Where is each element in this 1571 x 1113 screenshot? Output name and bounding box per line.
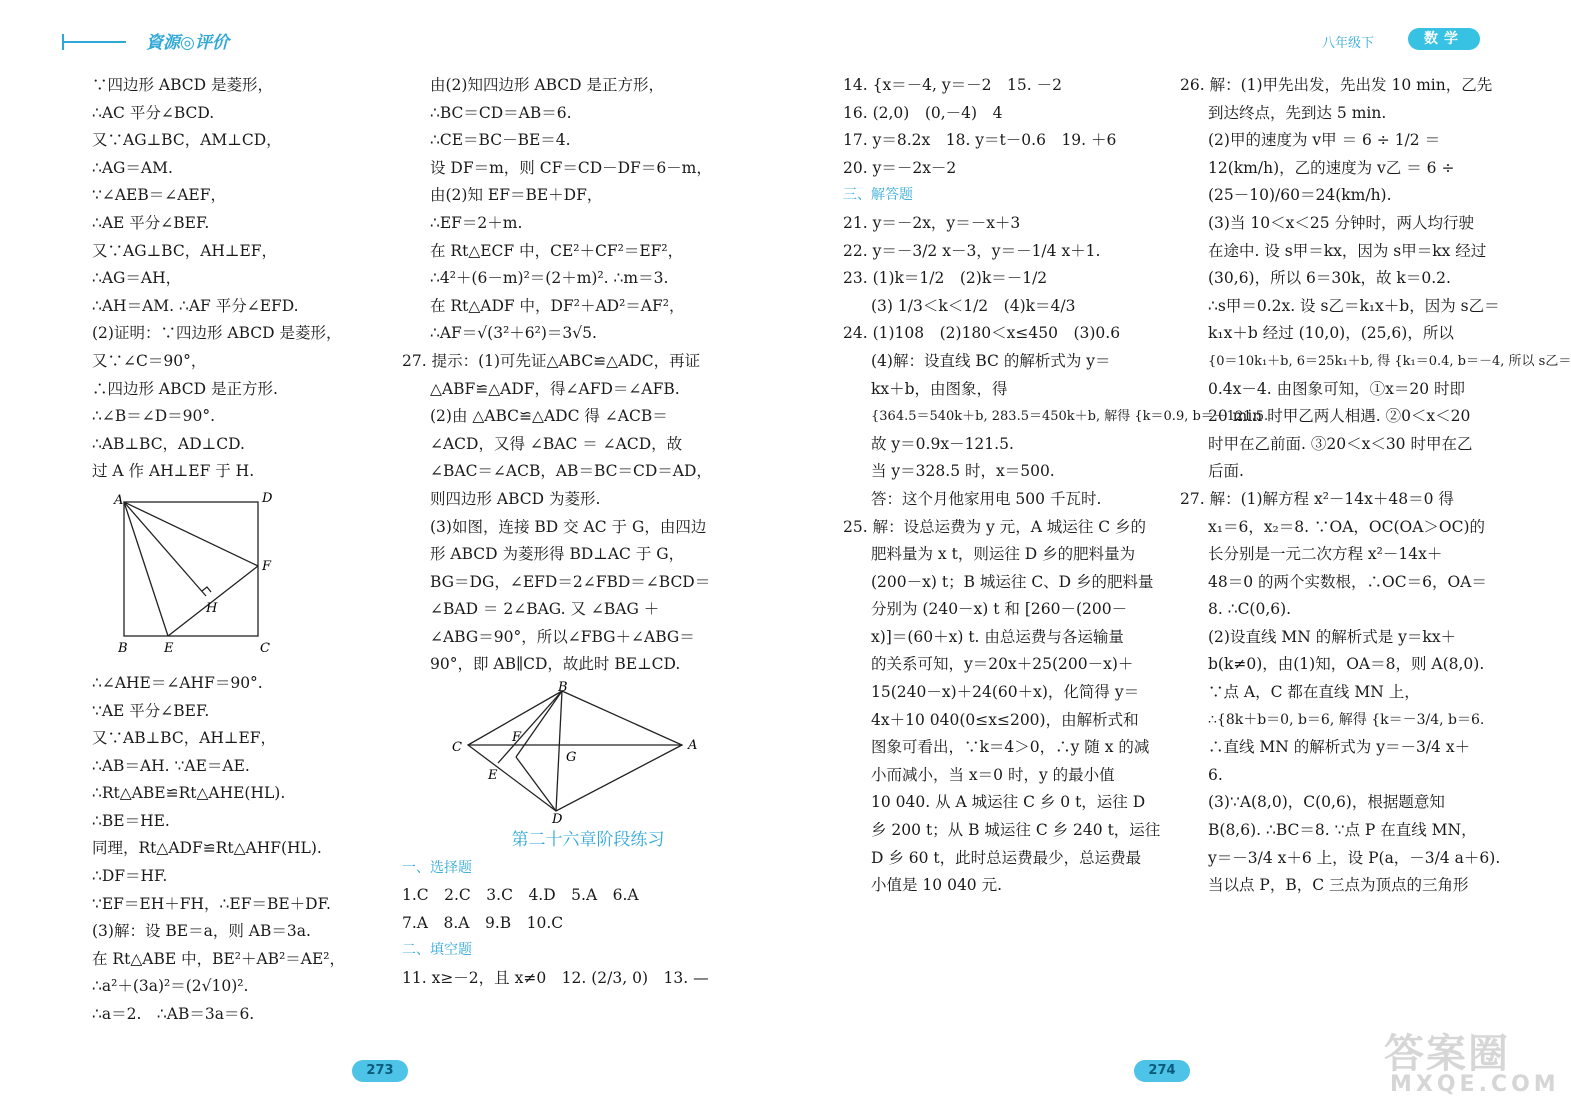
text-line: (3)解：设 BE＝a，则 AB＝3a. [92,922,311,941]
label-g: G [566,750,577,766]
label-b: B [558,680,568,696]
text-line: ∴DF＝HF. [92,867,168,886]
text-line: ∴a＝2. ∴AB＝3a＝6. [92,1005,255,1024]
text-line: ∴BE＝HE. [92,811,170,830]
section-heading: 一、选择题 [402,859,472,876]
answer-line: 16. (2,0) (0,－4) 4 [843,103,1003,122]
answer-line: ∴直线 MN 的解析式为 y＝－3/4 x＋ [1208,738,1471,757]
text-line: ∴EF＝2＋m. [430,213,523,232]
label-d: D [552,812,563,828]
answer-line: ∵点 A，C 都在直线 MN 上， [1208,683,1420,702]
answer-line: 4x＋10 040(0≤x≤200)，由解析式和 [871,710,1139,729]
answer-line: {0＝10k₁＋b, 6＝25k₁＋b, 得 {k₁＝0.4, b＝－4, 所以 s乙＝ [1208,353,1571,369]
text-line: 则四边形 ABCD 为菱形. [430,489,601,508]
answer-line: 长分别是一元二次方程 x²－14x＋ [1208,545,1443,564]
segment-bf [516,691,562,757]
text-line: ∴AG＝AM. [92,158,173,177]
text-line: ∠BAC＝∠ACB，AB＝BC＝CD＝AD， [430,462,712,481]
segment-be [498,691,562,763]
answer-line: 时甲在乙前面. ③20＜x＜30 时甲在乙 [1208,434,1473,453]
diagonal-bd [556,691,562,811]
answer-line: 1.C 2.C 3.C 4.D 5.A 6.A [402,886,639,905]
segment-af [124,502,258,566]
text-line: ∴AF＝√(3²＋6²)＝3√5. [430,324,597,343]
answer-line: 17. y＝8.2x 18. y＝t－0.6 19. ＋6 [843,131,1117,150]
square-figure [92,490,292,666]
watermark-url: MXQE.COM [1390,1072,1560,1097]
brand-title: 資源◎评价 [146,33,229,53]
text-line: 又∵AG⊥BC，AH⊥EF， [92,241,278,260]
answer-line: x)]＝(60＋x) t. 由总运费与各运输量 [871,627,1124,646]
segment-ae [124,502,168,636]
answer-line: 14. {x＝－4, y＝－2 15. －2 [843,76,1062,94]
answer-line: (3) 1/3＜k＜1/2 (4)k＝4/3 [871,296,1076,315]
answer-line: 故 y＝0.9x－121.5. [871,434,1014,453]
text-line: 由(2)知 EF＝BE＋DF， [430,186,603,205]
text-line: 90°，即 AB∥CD，故此时 BE⊥CD. [430,655,681,674]
answer-line: 27. 解：(1)解方程 x²－14x＋48＝0 得 [1180,489,1454,508]
answer-line: 肥料量为 x t，则运往 D 乡的肥料量为 [871,545,1136,564]
answer-line: 7.A 8.A 9.B 10.C [402,913,564,932]
answer-line: 11. x≥－2，且 x≠0 12. (2/3, 0) 13. — [402,969,709,988]
book-brand [62,30,302,54]
text-line: ∴4²＋(6－m)²＝(2＋m)². ∴m＝3. [430,269,669,288]
answer-line: (3)当 10＜x＜25 分钟时，两人均行驶 [1208,213,1474,232]
answer-line: 20. y＝－2x－2 [843,158,957,177]
column-4 [1180,72,1571,900]
text-line: (2)由 △ABC≌△ADC 得 ∠ACB＝ [430,407,668,426]
rhombus-figure [432,680,732,828]
answer-line: k₁x＋b 经过 (10,0)，(25,6)，所以 [1208,324,1454,343]
subject-badge: 数学 [1408,28,1480,50]
answer-line: 当以点 P，B，C 三点为顶点的三角形 [1208,876,1469,895]
page-number-left: 273 [352,1060,408,1082]
answer-line: (2)甲的速度为 v甲 ＝ 6 ÷ 1/2 ＝ [1208,131,1441,150]
label-b: B [118,640,128,656]
text-line: 27. 提示：(1)可先证△ABC≌△ADC，再证 [402,351,701,370]
text-line: ∴AB＝AH. ∵AE＝AE. [92,756,250,775]
answer-line: (25－10)/60＝24(km/h). [1208,186,1392,205]
text-line: ∴Rt△ABE≌Rt△AHE(HL). [92,784,286,803]
label-h: H [206,600,218,616]
answer-line: b(k≠0)，由(1)知，OA＝8，则 A(8,0). [1208,655,1485,674]
label-a: A [114,492,124,508]
text-line: 设 DF＝m，则 CF＝CD－DF＝6－m， [430,158,712,177]
answer-line: 22. y＝－3/2 x－3，y＝－1/4 x＋1. [843,241,1101,260]
text-line: ∴∠B＝∠D＝90°. [92,407,216,426]
text-line: ∴∠AHE＝∠AHF＝90°. [92,673,263,692]
label-f: F [262,558,272,574]
label-e: E [164,640,174,656]
text-line: ∴AH＝AM. ∴AF 平分∠EFD. [92,296,299,315]
text-line: ∴四边形 ABCD 是正方形. [92,379,278,398]
column-1 [92,72,392,1029]
text-line: 由(2)知四边形 ABCD 是正方形， [430,76,664,94]
text-line: 又∵AG⊥BC，AM⊥CD， [92,131,282,150]
answer-line: 在途中. 设 s甲＝kx，因为 s甲＝kx 经过 [1208,241,1487,260]
answer-line: (200－x) t；B 城运往 C、D 乡的肥料量 [871,572,1154,591]
answer-line: 图象可看出，∵k＝4＞0，∴y 随 x 的减 [871,738,1150,757]
text-line: ∠ACD，又得 ∠BAC ＝ ∠ACD，故 [430,434,683,453]
answer-line: y＝－3/4 x＋6 上，设 P(a，－3/4 a＋6). [1208,848,1501,867]
text-line: 又∵AB⊥BC，AH⊥EF， [92,729,277,748]
text-line: ∴AB⊥BC，AD⊥CD. [92,434,245,453]
text-line: ∴BC＝CD＝AB＝6. [430,103,572,122]
text-line: ∴AG＝AH， [92,269,182,288]
answer-line: 乡 200 t；从 B 城运往 C 乡 240 t，运往 [871,821,1161,840]
answer-line: ∴s甲＝0.2x. 设 s乙＝k₁x＋b，因为 s乙＝ [1208,296,1500,315]
answer-line: (4)解：设直线 BC 的解析式为 y＝ [871,351,1111,370]
answer-line: 小而减小，当 x＝0 时，y 的最小值 [871,765,1115,784]
answer-line: (2)设直线 MN 的解析式是 y＝kx＋ [1208,627,1457,646]
column-2 [402,72,714,993]
label-c: C [260,640,270,656]
answer-line: 8. ∴C(0,6). [1208,600,1292,619]
label-e: E [488,768,498,784]
text-line: △ABF≌△ADF，得∠AFD＝∠AFB. [430,379,680,398]
text-line: ∵∠AEB＝∠AEF， [92,186,226,205]
text-line: ∴AE 平分∠BEF. [92,213,210,232]
text-line: 过 A 作 AH⊥EF 于 H. [92,462,255,481]
text-line: (3)如图，连接 BD 交 AC 于 G，由四边 [430,517,707,536]
answer-line: 20 min 时甲乙两人相遇. ②0＜x＜20 [1208,407,1471,426]
label-f: F [512,730,522,746]
text-line: 在 Rt△ADF 中，DF²＋AD²＝AF²， [430,296,685,315]
answer-line: 后面. [1208,462,1244,481]
answer-line: x₁＝6，x₂＝8. ∵OA，OC(OA＞OC)的 [1208,517,1486,536]
text-line: ∴CE＝BC－BE＝4. [430,131,571,150]
text-line: ∴a²＋(3a)²＝(2√10)². [92,977,249,996]
answer-line: 答：这个月他家用电 500 千瓦时. [871,489,1102,508]
label-c: C [452,740,462,756]
answer-line: 15(240－x)＋24(60＋x)，化简得 y＝ [871,683,1140,702]
answer-line: D 乡 60 t，此时总运费最少，总运费最 [871,848,1142,867]
answer-line: 0.4x－4. 由图象可知，①x＝20 时即 [1208,379,1465,398]
answer-line: kx＋b，由图象，得 [871,379,1008,398]
answer-line: {364.5＝540k＋b, 283.5＝450k＋b, 解得 {k＝0.9, b＝－121.5. [871,409,1269,425]
text-line: 又∵∠C＝90°， [92,351,207,370]
text-line: ∠ABG＝90°，所以∠FBG＋∠ABG＝ [430,627,695,646]
text-line: ∴AC 平分∠BCD. [92,103,215,122]
text-line: (2)证明：∵四边形 ABCD 是菱形， [92,324,342,343]
answer-line: 分别为 (240－x) t 和 [260－(200－ [871,600,1128,619]
answer-line: 25. 解：设总运费为 y 元，A 城运往 C 乡的 [843,517,1147,536]
answer-line: 24. (1)108 (2)180＜x≤450 (3)0.6 [843,324,1121,343]
answer-line: 12(km/h)，乙的速度为 v乙 ＝ 6 ÷ [1208,158,1455,177]
answer-line: (3)∵A(8,0)，C(0,6)，根据题意知 [1208,793,1445,812]
answer-line: 的关系可知，y＝20x＋25(200－x)＋ [871,655,1134,674]
page-number-right: 274 [1134,1060,1190,1082]
text-line: 在 Rt△ABE 中，BE²＋AB²＝AE²， [92,949,346,968]
answer-line: (30,6)，所以 6＝30k，故 k＝0.2. [1208,269,1451,288]
answer-line: 当 y＝328.5 时，x＝500. [871,462,1055,481]
section-heading: 三、解答题 [843,187,913,204]
answer-line: B(8,6). ∴BC＝8. ∵点 P 在直线 MN， [1208,821,1477,840]
right-angle-mark [202,587,211,592]
answer-line: 10 040. 从 A 城运往 C 乡 0 t，运往 D [871,793,1146,812]
text-line: BG＝DG，∠EFD＝2∠FBD＝∠BCD＝ [430,572,711,591]
answer-line: 6. [1208,765,1223,784]
text-line: ∠BAD ＝ 2∠BAG. 又 ∠BAG ＋ [430,600,660,619]
label-d: D [262,490,273,506]
text-line: ∵四边形 ABCD 是菱形， [92,76,274,94]
brand-line [62,41,126,43]
watermark-logo: 答案圈 [1384,1031,1510,1077]
chapter-title: 第二十六章阶段练习 [511,830,665,851]
answer-line: ∴{8k＋b＝0, b＝6, 解得 {k＝－3/4, b＝6. [1208,711,1485,728]
answer-line: 21. y＝－2x，y＝－x＋3 [843,213,1021,232]
label-a: A [688,738,698,754]
text-line: 形 ABCD 为菱形得 BD⊥AC 于 G， [430,545,685,564]
text-line: ∵EF＝EH＋FH，∴EF＝BE＋DF. [92,894,331,913]
text-line: 同理，Rt△ADF≌Rt△AHF(HL). [92,839,322,858]
text-line: 在 Rt△ECF 中，CE²＋CF²＝EF²， [430,241,684,260]
answer-line: 小值是 10 040 元. [871,876,1003,895]
segment-ah [124,502,206,596]
text-line: ∵AE 平分∠BEF. [92,701,210,720]
segment-fd [516,757,556,811]
square-abcd [124,502,258,636]
answer-line: 48＝0 的两个实数根，∴OC＝6，OA＝ [1208,572,1487,591]
answer-line: 到达终点，先到达 5 min. [1208,103,1387,122]
answer-line: 26. 解：(1)甲先出发，先出发 10 min，乙先 [1180,76,1493,94]
answer-line: 23. (1)k＝1/2 (2)k＝－1/2 [843,269,1048,288]
grade-label: 八年级下 [1322,36,1375,51]
section-heading: 二、填空题 [402,942,472,959]
